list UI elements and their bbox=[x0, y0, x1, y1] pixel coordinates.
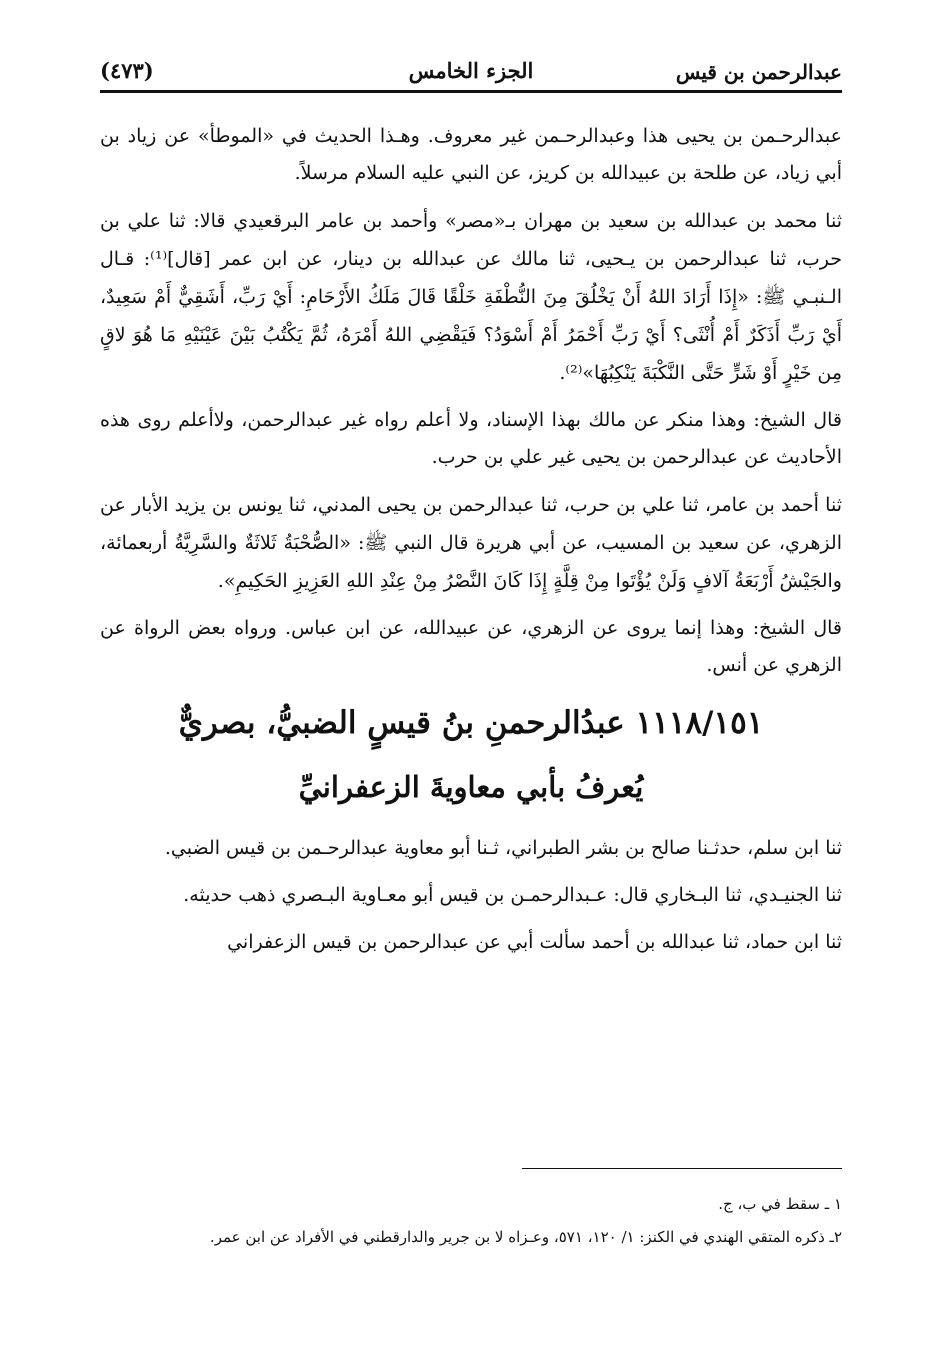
footnote-rule bbox=[522, 1168, 842, 1169]
page-header bbox=[100, 52, 842, 86]
running-title: عبدالرحمن بن قيس bbox=[675, 60, 842, 84]
entry-paragraph: ثنا ابن حماد، ثنا عبدالله بن أحمد سألت أبي عن عبدالرحمن بن قيس الزعفراني bbox=[227, 931, 842, 953]
paragraph: عبدالرحـمن بن يحيى هذا وعبدالرحـمن غير معروف. وهـذا الحديث في «الموطأ» عن زياد بن أبي زياد، عن طلحة بن عبيدالله بن كريز، عن النبي عليه السلام مرسلاً. bbox=[100, 125, 842, 184]
commentary-paragraph: قال الشيخ: وهذا إنما يروى عن الزهري، عن عبيدالله، عن ابن عباس. ورواه بعض الرواة عن الزهري عن أنس. bbox=[100, 617, 842, 676]
entry-subheading: يُعرفُ بأبي معاويةَ الزعفرانيِّ bbox=[298, 770, 644, 804]
page-number: (٤٧٣) bbox=[100, 58, 154, 83]
entry-heading: ١١١٨/١٥١ عبدُالرحمنِ بنُ قيسٍ الضبيُّ، بصريٌّ bbox=[178, 705, 764, 741]
hadith-paragraph: ثنا أحمد بن عامر، ثنا علي بن حرب، ثنا عبدالرحمن بن يحيى المدني، ثنا يونس بن يزيد الأبار عن الزهري، عن سعيد بن المسيب، عن أبي هريرة قال النبي ﷺ: «الصُّحْبَةُ ثَلاثَةٌ والسَّرِيَّةُ أربعمائة، والجَيْشُ أَرْبَعَةُ آلافٍ وَلَنْ يُؤْتَوا مِنْ قِلَّةٍ إِذَا كَانَ النَّصْرُ مِنْ عِنْدِ اللهِ العَزِيزِ الحَكِيمِ». bbox=[100, 494, 842, 592]
commentary-paragraph: قال الشيخ: وهذا منكر عن مالك بهذا الإسناد، ولا أعلم رواه غير عبدالرحمن، ولاأعلم روى هذه الأحاديث عن عبدالرحمن بن يحيى غير علي بن حرب. bbox=[100, 409, 842, 468]
part-title: الجزء الخامس bbox=[408, 58, 534, 83]
hadith-paragraph: ثنا محمد بن عبدالله بن سعيد بن مهران بـ«مصر» وأحمد بن عامر البرقعيدي قالا: ثنا علي بن حرب، ثنا عبدالرحمن بن يـحيى، ثنا مالك عن عبدالله بن دينار، عن ابن عمر [قال]⁽¹⁾: قـال الـنبـي ﷺ: «إِذَا أَرَادَ اللهُ أَنْ يَخْلُقَ مِنَ النُّطْفَةِ خَلْقًا قَالَ مَلَكُ الأَرْحَامِ: أَيْ رَبِّ، أَشَقِيٌّ أَمْ سَعِيدٌ، أَيْ رَبِّ أَذَكَرٌ أَمْ أُنْثَى؟ أَيْ رَبِّ أَحْمَرُ أَمْ أَسْوَدُ؟ فَيَقْضِي اللهُ أَمْرَهُ، ثُمَّ يَكْتُبُ بَيْنَ عَيْنَيْهِ مَا هُوَ لاقٍ مِن خَيْرٍ أَوْ شَرٍّ حَتَّى النَّكْبَةَ يَنْكِبُهَا»⁽²⁾. bbox=[100, 210, 843, 384]
footnotes bbox=[100, 1188, 842, 1254]
main-text bbox=[100, 118, 842, 971]
header-rule bbox=[100, 90, 842, 93]
footnote-2: ٢ـ ذكره المتقي الهندي في الكنز: ١/ ١٢٠، ٥٧١، وعـزاه لا بن جرير والدارقطني في الأفراد عن ابن عمر. bbox=[209, 1228, 842, 1246]
footnote-1: ١ ـ سقط في ب، ج. bbox=[718, 1195, 842, 1213]
entry-paragraph: ثنا ابن سلم، حدثـنا صالح بن بشر الطبراني، ثـنا أبو معاوية عبدالرحـمن بن قيس الضبي. bbox=[164, 837, 842, 859]
entry-paragraph: ثنا الجنيـدي، ثنا البـخاري قال: عـبدالرحمـن بن قيس أبو معـاوية البـصري ذهب حديثه. bbox=[183, 884, 842, 906]
